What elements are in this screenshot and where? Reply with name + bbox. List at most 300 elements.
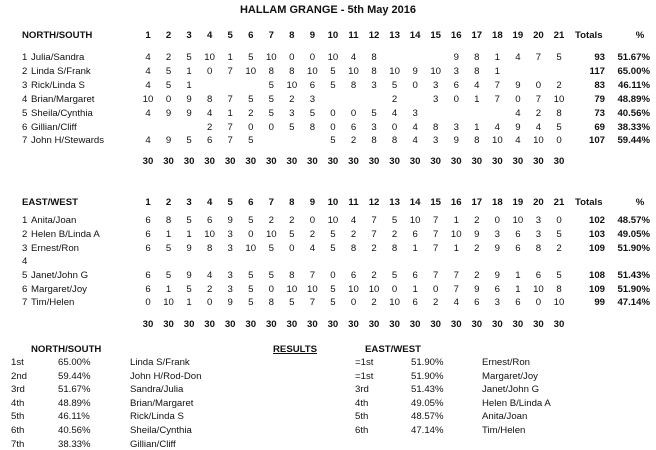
pair-name: Janet/John G — [31, 270, 89, 281]
pair-total: 83 — [594, 80, 605, 91]
board-sum: 30 — [265, 319, 277, 330]
score-cell: 0 — [330, 122, 336, 133]
ns-pair-name: Sheila/Cynthia — [130, 425, 192, 436]
ns-pair-name: John H/Rod-Don — [130, 370, 202, 382]
score-cell: 5 — [330, 229, 336, 240]
board-sum: 30 — [224, 319, 236, 330]
board-number-header: 2 — [165, 197, 172, 208]
score-cell: 2 — [268, 215, 274, 226]
score-cell: 2 — [309, 229, 316, 240]
score-cell: 10 — [204, 229, 215, 240]
board-number-header: 19 — [512, 197, 524, 208]
score-cell: 9 — [474, 284, 480, 295]
totals-header: Totals — [575, 197, 603, 208]
ew-pair-name: Janet/John G — [482, 384, 540, 396]
score-cell: 10 — [307, 66, 318, 77]
pair-name: John H/Stewards — [31, 135, 105, 146]
score-cell: 10 — [204, 52, 215, 63]
totals-header: Totals — [575, 30, 603, 41]
score-cell: 2 — [371, 270, 377, 281]
score-cell: 0 — [145, 297, 151, 308]
score-cell: 3 — [494, 229, 501, 240]
score-cell: 0 — [330, 108, 336, 119]
pair-name: Linda S/Frank — [31, 66, 91, 77]
board-sum: 30 — [389, 156, 400, 167]
score-cell: 0 — [268, 284, 274, 295]
score-cell: 4 — [391, 108, 398, 119]
score-cell: 1 — [186, 229, 192, 240]
ns-place: 6th — [11, 425, 25, 436]
score-cell: 10 — [286, 80, 298, 91]
score-cell: 4 — [453, 297, 459, 308]
board-number-header: 18 — [492, 30, 503, 41]
score-cell: 1 — [227, 52, 233, 63]
score-cell: 6 — [145, 229, 151, 240]
ew-pair-name: Tim/Helen — [482, 425, 526, 436]
score-cell: 3 — [535, 229, 542, 240]
score-cell: 6 — [515, 297, 521, 308]
score-cell: 4 — [145, 80, 151, 91]
score-cell: 1 — [515, 284, 521, 295]
score-cell: 5 — [268, 80, 274, 91]
score-cell: 7 — [227, 66, 233, 77]
board-sum: 30 — [409, 156, 421, 167]
score-cell: 8 — [474, 66, 480, 77]
score-cell: 5 — [391, 215, 398, 226]
ew-pair-name: Margaret/Joy — [482, 370, 538, 382]
score-cell: 5 — [391, 80, 398, 91]
score-cell: 6 — [350, 270, 357, 281]
score-cell: 8 — [309, 122, 316, 133]
score-cell: 5 — [289, 297, 295, 308]
score-cell: 4 — [350, 52, 357, 63]
board-number-header: 13 — [389, 30, 400, 41]
score-cell: 5 — [289, 229, 295, 240]
percent-header: % — [635, 30, 645, 41]
pair-number: 2 — [22, 66, 28, 77]
score-cell: 10 — [348, 284, 359, 295]
board-sum: 30 — [204, 319, 215, 330]
board-number-header: 2 — [165, 30, 172, 41]
board-sum: 30 — [163, 319, 174, 330]
board-sum: 30 — [409, 319, 421, 330]
score-cell: 5 — [556, 52, 562, 63]
score-cell: 1 — [165, 284, 172, 295]
score-cell: 9 — [186, 243, 192, 254]
score-cell: 10 — [533, 135, 544, 146]
ew-pair-name: Anita/Joan — [482, 411, 528, 423]
score-cell: 3 — [433, 80, 439, 91]
page-title: HALLAM GRANGE - 5th May 2016 — [239, 4, 417, 16]
score-cell: 5 — [248, 135, 254, 146]
score-cell: 6 — [145, 270, 151, 281]
board-sum: 30 — [204, 156, 215, 167]
score-cell: 2 — [535, 108, 542, 119]
score-cell: 3 — [227, 243, 233, 254]
score-cell: 1 — [474, 122, 480, 133]
score-cell: 4 — [412, 122, 418, 133]
pair-total: 69 — [594, 122, 605, 133]
section-heading: NORTH/SOUTH — [22, 30, 93, 41]
ns-results-heading: NORTH/SOUTH — [31, 344, 102, 355]
score-cell: 1 — [494, 66, 501, 77]
board-number-header: 17 — [471, 197, 483, 208]
score-cell: 3 — [433, 135, 439, 146]
pair-total: 102 — [588, 215, 605, 226]
score-cell: 0 — [206, 297, 213, 308]
score-cell: 4 — [145, 135, 151, 146]
score-cell: 4 — [535, 122, 542, 133]
score-cell: 5 — [268, 94, 274, 105]
board-number-header: 10 — [327, 197, 339, 208]
score-cell: 8 — [289, 66, 295, 77]
score-cell: 6 — [412, 297, 418, 308]
board-number-header: 11 — [348, 197, 359, 208]
score-cell: 10 — [430, 66, 442, 77]
board-number-header: 15 — [430, 197, 442, 208]
board-number-header: 5 — [227, 197, 233, 208]
ns-place: 7th — [11, 438, 25, 450]
board-number-header: 12 — [368, 197, 380, 208]
score-cell: 9 — [515, 122, 521, 133]
board-sum: 30 — [368, 156, 380, 167]
board-number-header: 14 — [409, 197, 421, 208]
score-cell: 10 — [245, 66, 257, 77]
pair-number: 1 — [22, 52, 28, 63]
score-cell: 6 — [535, 270, 542, 281]
score-cell: 5 — [248, 215, 254, 226]
ns-place: 2nd — [11, 370, 28, 382]
board-number-header: 3 — [186, 197, 192, 208]
score-cell: 3 — [412, 108, 418, 119]
score-cell: 9 — [186, 270, 192, 281]
score-cell: 8 — [474, 135, 480, 146]
board-number-header: 1 — [145, 30, 151, 41]
pair-name: Sheila/Cynthia — [31, 108, 93, 119]
pair-name: Tim/Helen — [31, 297, 75, 308]
score-cell: 0 — [453, 94, 459, 105]
board-sum: 30 — [533, 319, 544, 330]
pair-number: 3 — [22, 80, 28, 91]
score-cell: 6 — [145, 215, 151, 226]
pair-name: Ernest/Ron — [31, 243, 79, 254]
score-cell: 10 — [245, 243, 257, 254]
board-sum: 30 — [450, 319, 462, 330]
board-sum: 30 — [553, 156, 565, 167]
percent-header: % — [635, 197, 645, 208]
score-cell: 7 — [433, 215, 439, 226]
board-sum: 30 — [512, 319, 524, 330]
score-cell: 7 — [535, 52, 542, 63]
pair-total: 108 — [588, 270, 605, 281]
board-number-header: 8 — [289, 30, 295, 41]
score-cell: 8 — [350, 80, 357, 91]
score-cell: 7 — [371, 229, 377, 240]
pair-percent: 51.43% — [617, 270, 650, 281]
score-cell: 5 — [330, 80, 336, 91]
score-cell: 2 — [350, 135, 357, 146]
score-cell: 0 — [391, 284, 398, 295]
ew-pair-name: Ernest/Ron — [482, 357, 530, 368]
score-cell: 10 — [553, 297, 565, 308]
pair-percent: 48.89% — [617, 94, 650, 105]
score-cell: 5 — [248, 270, 254, 281]
score-cell: 10 — [265, 52, 277, 63]
score-cell: 8 — [268, 66, 274, 77]
score-cell: 5 — [371, 108, 377, 119]
score-cell: 4 — [474, 80, 480, 91]
ew-place: 3rd — [355, 384, 369, 396]
board-sum: 30 — [368, 319, 380, 330]
score-cell: 1 — [515, 270, 521, 281]
score-cell: 0 — [494, 215, 501, 226]
board-sum: 30 — [245, 319, 257, 330]
board-sum: 30 — [348, 319, 359, 330]
score-cell: 4 — [350, 215, 357, 226]
pair-percent: 65.00% — [617, 66, 650, 77]
board-sum: 30 — [163, 156, 174, 167]
board-number-header: 20 — [533, 197, 544, 208]
score-cell: 6 — [309, 80, 316, 91]
score-cell: 0 — [535, 80, 542, 91]
board-number-header: 6 — [248, 30, 254, 41]
score-cell: 3 — [453, 122, 459, 133]
board-sum: 30 — [224, 156, 236, 167]
score-cell: 4 — [515, 108, 521, 119]
score-cell: 0 — [309, 215, 316, 226]
score-cell: 5 — [268, 108, 274, 119]
score-cell: 10 — [450, 229, 462, 240]
score-cell: 7 — [227, 94, 233, 105]
score-cell: 6 — [515, 229, 521, 240]
score-cell: 6 — [145, 243, 151, 254]
ns-place: 5th — [11, 411, 25, 423]
board-sum: 30 — [327, 156, 339, 167]
ns-percent: 48.89% — [58, 397, 91, 409]
board-sum: 30 — [286, 156, 298, 167]
board-sum: 30 — [265, 156, 277, 167]
ns-percent: 59.44% — [58, 370, 91, 382]
score-cell: 8 — [556, 108, 562, 119]
pair-percent: 47.14% — [617, 297, 650, 308]
score-cell: 9 — [453, 52, 459, 63]
score-cell: 3 — [227, 270, 233, 281]
score-cell: 4 — [206, 270, 213, 281]
score-cell: 0 — [248, 122, 254, 133]
ns-percent: 65.00% — [58, 357, 91, 368]
board-number-header: 3 — [186, 30, 192, 41]
score-cell: 2 — [556, 80, 562, 91]
board-number-header: 17 — [471, 30, 483, 41]
score-cell: 2 — [371, 297, 377, 308]
score-cell: 5 — [330, 284, 336, 295]
ew-percent: 51.90% — [411, 357, 444, 368]
pair-name: Helen B/Linda A — [31, 229, 100, 240]
score-cell: 9 — [165, 135, 172, 146]
ns-pair-name: Gillian/Cliff — [130, 438, 176, 450]
board-sum: 30 — [492, 319, 503, 330]
ew-place: =1st — [355, 357, 374, 368]
board-number-header: 12 — [368, 30, 380, 41]
score-cell: 1 — [453, 243, 459, 254]
score-cell: 3 — [289, 108, 295, 119]
board-sum: 30 — [183, 156, 195, 167]
score-cell: 5 — [309, 108, 316, 119]
score-cell: 6 — [515, 243, 521, 254]
score-cell: 8 — [268, 297, 274, 308]
score-cell: 2 — [474, 243, 480, 254]
score-cell: 3 — [371, 122, 377, 133]
score-cell: 5 — [556, 122, 562, 133]
score-cell: 8 — [371, 135, 377, 146]
board-sum: 30 — [142, 156, 154, 167]
board-sum: 30 — [471, 156, 483, 167]
score-cell: 3 — [494, 297, 501, 308]
pair-number: 6 — [22, 122, 28, 133]
board-sum: 30 — [471, 319, 483, 330]
pair-name: Brian/Margaret — [31, 94, 95, 105]
board-number-header: 21 — [553, 197, 565, 208]
board-number-header: 21 — [553, 30, 565, 41]
pair-name: Julia/Sandra — [31, 52, 85, 63]
score-cell: 4 — [494, 122, 501, 133]
score-cell: 2 — [248, 108, 254, 119]
score-cell: 8 — [391, 243, 398, 254]
score-cell: 9 — [494, 243, 501, 254]
score-cell: 10 — [327, 52, 339, 63]
ns-pair-name: Rick/Linda S — [130, 411, 184, 423]
score-cell: 5 — [268, 243, 274, 254]
score-cell: 8 — [165, 215, 172, 226]
board-number-header: 14 — [409, 30, 421, 41]
score-cell: 10 — [368, 284, 380, 295]
score-cell: 5 — [330, 135, 336, 146]
board-number-header: 1 — [145, 197, 151, 208]
score-cell: 0 — [350, 297, 357, 308]
score-cell: 7 — [227, 122, 233, 133]
score-cell: 8 — [289, 270, 295, 281]
score-cell: 2 — [350, 229, 357, 240]
ew-pair-name: Helen B/Linda A — [482, 397, 551, 409]
score-cell: 10 — [553, 94, 565, 105]
score-cell: 10 — [533, 284, 544, 295]
score-cell: 4 — [145, 66, 151, 77]
pair-name: Gillian/Cliff — [31, 122, 77, 133]
score-cell: 4 — [206, 108, 213, 119]
score-cell: 6 — [453, 80, 459, 91]
pair-total: 99 — [594, 297, 605, 308]
score-cell: 2 — [371, 243, 377, 254]
ns-percent: 46.11% — [58, 411, 90, 423]
score-cell: 7 — [433, 243, 439, 254]
ew-percent: 49.05% — [411, 397, 444, 409]
pair-number: 1 — [22, 215, 28, 226]
score-cell: 6 — [494, 284, 501, 295]
score-cell: 10 — [492, 135, 503, 146]
score-cell: 8 — [556, 284, 562, 295]
score-cell: 2 — [474, 215, 480, 226]
score-cell: 6 — [412, 270, 418, 281]
board-number-header: 15 — [430, 30, 442, 41]
score-cell: 4 — [145, 108, 151, 119]
score-cell: 4 — [145, 52, 151, 63]
board-number-header: 9 — [309, 30, 316, 41]
pair-percent: 38.33% — [617, 122, 650, 133]
score-cell: 9 — [515, 80, 521, 91]
score-cell: 6 — [350, 122, 357, 133]
score-cell: 4 — [515, 52, 521, 63]
score-cell: 5 — [391, 270, 398, 281]
score-cell: 9 — [494, 270, 501, 281]
score-cell: 10 — [142, 94, 154, 105]
score-cell: 1 — [474, 94, 480, 105]
score-cell: 9 — [412, 66, 418, 77]
pair-total: 117 — [589, 66, 605, 77]
score-cell: 6 — [145, 284, 151, 295]
score-cell: 1 — [165, 229, 172, 240]
board-sum: 30 — [183, 319, 195, 330]
score-cell: 10 — [348, 66, 359, 77]
score-cell: 7 — [453, 270, 459, 281]
pair-percent: 51.90% — [617, 243, 650, 254]
ew-percent: 51.43% — [411, 384, 444, 396]
score-cell: 2 — [391, 229, 398, 240]
pair-number: 4 — [22, 94, 28, 105]
pair-percent: 51.90% — [617, 284, 650, 295]
section-heading: EAST/WEST — [22, 197, 78, 208]
pair-total: 103 — [588, 229, 605, 240]
score-cell: 10 — [163, 297, 174, 308]
score-cell: 2 — [206, 122, 213, 133]
score-cell: 7 — [227, 135, 233, 146]
score-cell: 6 — [474, 297, 480, 308]
score-cell: 2 — [206, 284, 213, 295]
score-cell: 7 — [309, 297, 316, 308]
ns-place: 1st — [11, 357, 24, 368]
score-cell: 5 — [330, 66, 336, 77]
score-cell: 8 — [371, 66, 377, 77]
score-cell: 2 — [433, 297, 439, 308]
pair-percent: 49.05% — [617, 229, 650, 240]
pair-number: 4 — [22, 256, 28, 267]
score-cell: 10 — [286, 284, 298, 295]
board-sum: 30 — [430, 156, 442, 167]
board-number-header: 13 — [389, 197, 400, 208]
score-cell: 4 — [515, 135, 521, 146]
score-cell: 0 — [289, 52, 295, 63]
score-cell: 0 — [433, 284, 439, 295]
score-cell: 2 — [474, 270, 480, 281]
score-cell: 5 — [186, 52, 192, 63]
ns-percent: 38.33% — [58, 438, 91, 450]
score-cell: 5 — [330, 297, 336, 308]
pair-percent: 48.57% — [617, 215, 650, 226]
score-cell: 5 — [556, 270, 562, 281]
score-cell: 8 — [433, 122, 439, 133]
score-cell: 0 — [165, 94, 172, 105]
score-cell: 3 — [227, 229, 233, 240]
score-cell: 0 — [556, 215, 562, 226]
pair-number: 3 — [22, 243, 28, 254]
score-cell: 3 — [227, 284, 233, 295]
score-cell: 0 — [248, 229, 254, 240]
score-cell: 5 — [248, 284, 254, 295]
score-cell: 1 — [227, 108, 233, 119]
board-sum: 30 — [492, 156, 503, 167]
score-cell: 5 — [556, 229, 562, 240]
score-cell: 2 — [556, 243, 562, 254]
board-number-header: 7 — [268, 30, 274, 41]
